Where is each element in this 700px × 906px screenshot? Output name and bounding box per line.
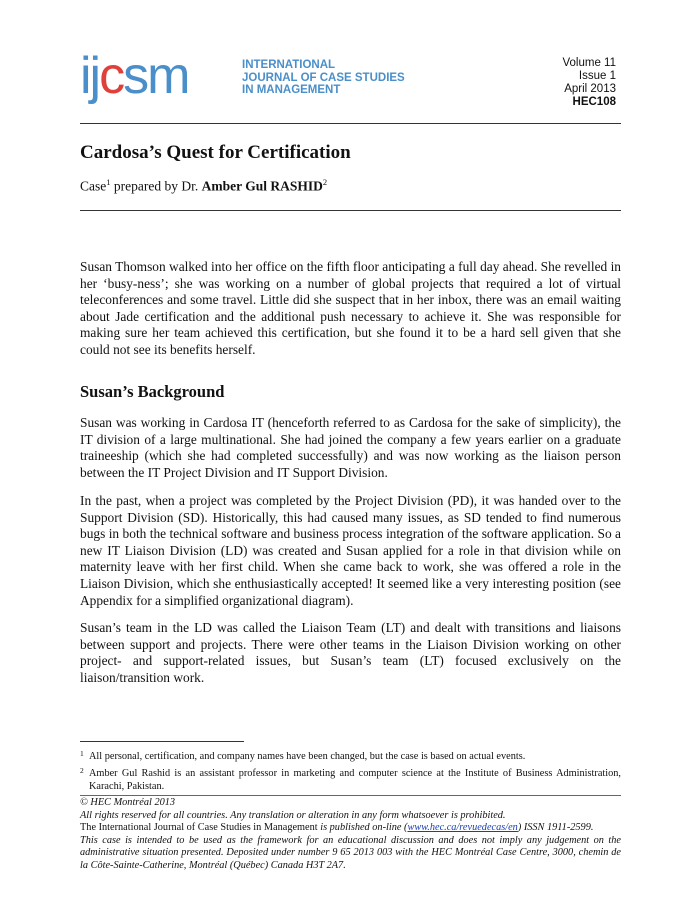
logo-letters-sm: sm	[123, 47, 189, 105]
journal-name-line3: IN MANAGEMENT	[242, 84, 341, 96]
volume: Volume 11	[562, 57, 616, 69]
title-divider	[80, 210, 621, 211]
byline-prepared: prepared by Dr.	[110, 178, 202, 194]
publication-line	[80, 822, 621, 835]
issue-date: April 2013	[564, 83, 616, 95]
byline	[80, 177, 327, 195]
body-paragraph-3: Susan’s team in the LD was called the Liaison Team (LT) and dealt with transitions and liaisons between support and projects. There were other teams in the Liaison Division working on other project- and support-related issues, but Susan’s team (LT) focused exclusively on the liaison/transition work.	[80, 620, 621, 685]
footnote-number: 2	[80, 766, 84, 775]
body-paragraph-1: Susan was working in Cardosa IT (henceforth referred to as Cardosa for the sake of simplicity), the IT division of a large multinational. She had joined the company a few years earlier on a graduate traineeship (which she had completed successfully) and was now working as the liaison person between the IT Project Division and IT Support Division.	[80, 415, 621, 480]
journal-website-link[interactable]: www.hec.ca/revuedecas/en	[407, 822, 518, 834]
footnote-ref-1[interactable]: 1	[106, 177, 111, 187]
byline-case: Case	[80, 178, 107, 194]
logo-letters-ij: ij	[80, 47, 100, 105]
publication-mid: is published on-line (	[317, 822, 408, 834]
copyright-divider	[80, 795, 621, 796]
footnote-2	[80, 767, 621, 793]
section-heading: Susan’s Background	[80, 382, 225, 401]
footnote-number: 1	[80, 749, 84, 758]
header-divider	[80, 123, 621, 124]
rights-line: All rights reserved for all countries. Any translation or alteration in any form whatsoever is prohibited.	[80, 809, 506, 821]
journal-name	[242, 59, 405, 97]
footnote-ref-2[interactable]: 2	[322, 177, 328, 187]
logo-letter-c: c	[99, 47, 124, 105]
journal-name-line2: JOURNAL OF CASE STUDIES	[242, 71, 405, 84]
copyright-line: © HEC Montréal 2013	[80, 797, 176, 808]
footnote-1	[80, 750, 621, 763]
issue: Issue 1	[578, 70, 616, 82]
journal-name-line1: INTERNATIONAL	[242, 59, 336, 71]
logo-wordmark	[80, 44, 188, 108]
body-paragraph-2: In the past, when a project was completed by the Project Division (PD), it was handed over to the Support Division (SD). Historically, this had caused many issues, as SD tended to find numerous bugs in both the technical software and business process integration of the software application. So a new IT Liaison Division (LD) was created and Susan applied for a role in that division while on maternity leave with her first child. When she came back to work, she was offered a role in the Liaison Division, which she enthusiastically accepted! It seemed like a very interesting position (see Appendix for a simplified organizational diagram).	[80, 493, 621, 608]
journal-title: International Journal of Case Studies in Management	[98, 822, 318, 834]
author-name: Amber Gul RASHID	[201, 178, 323, 194]
copyright-block	[80, 797, 621, 873]
footnote-text: Amber Gul Rashid is an assistant professor in marketing and computer science at the Institute of Business Administration, Karachi, Pakistan.	[89, 768, 621, 792]
publication-the: The	[80, 822, 99, 834]
publication-issn: ) ISSN 1911-2599.	[517, 822, 594, 834]
deposit-notice: This case is intended to be used as the framework for an educational discussion and does not imply any judgement on the administrative situation presented. Deposited under number 9 65 2013 003 with the HEC Montréal Case Centre, 3000, chemin de la Côte-Sainte-Catherine, Montréal (Québec) Canada H3T 2A7.	[80, 834, 621, 871]
intro-paragraph: Susan Thomson walked into her office on the fifth floor anticipating a full day ahead. She revelled in her ‘busy-ness’; she was working on a number of global projects that required a lot of virtual teleconferences and some travel. Little did she suspect that in her inbox, there was an email waiting about Jade certification and the additional push necessary to achieve it. She was responsible for making sure her team achieved this certification, but she found it to be a hard sell given that she could not see its benefits herself.	[80, 259, 621, 357]
footnote-text: All personal, certification, and company names have been changed, but the case is based on actual events.	[89, 751, 526, 762]
page-title: Cardosa’s Quest for Certification	[80, 142, 351, 163]
case-code: HEC108	[572, 96, 616, 108]
issue-info	[563, 57, 617, 109]
footnote-divider	[80, 741, 244, 742]
